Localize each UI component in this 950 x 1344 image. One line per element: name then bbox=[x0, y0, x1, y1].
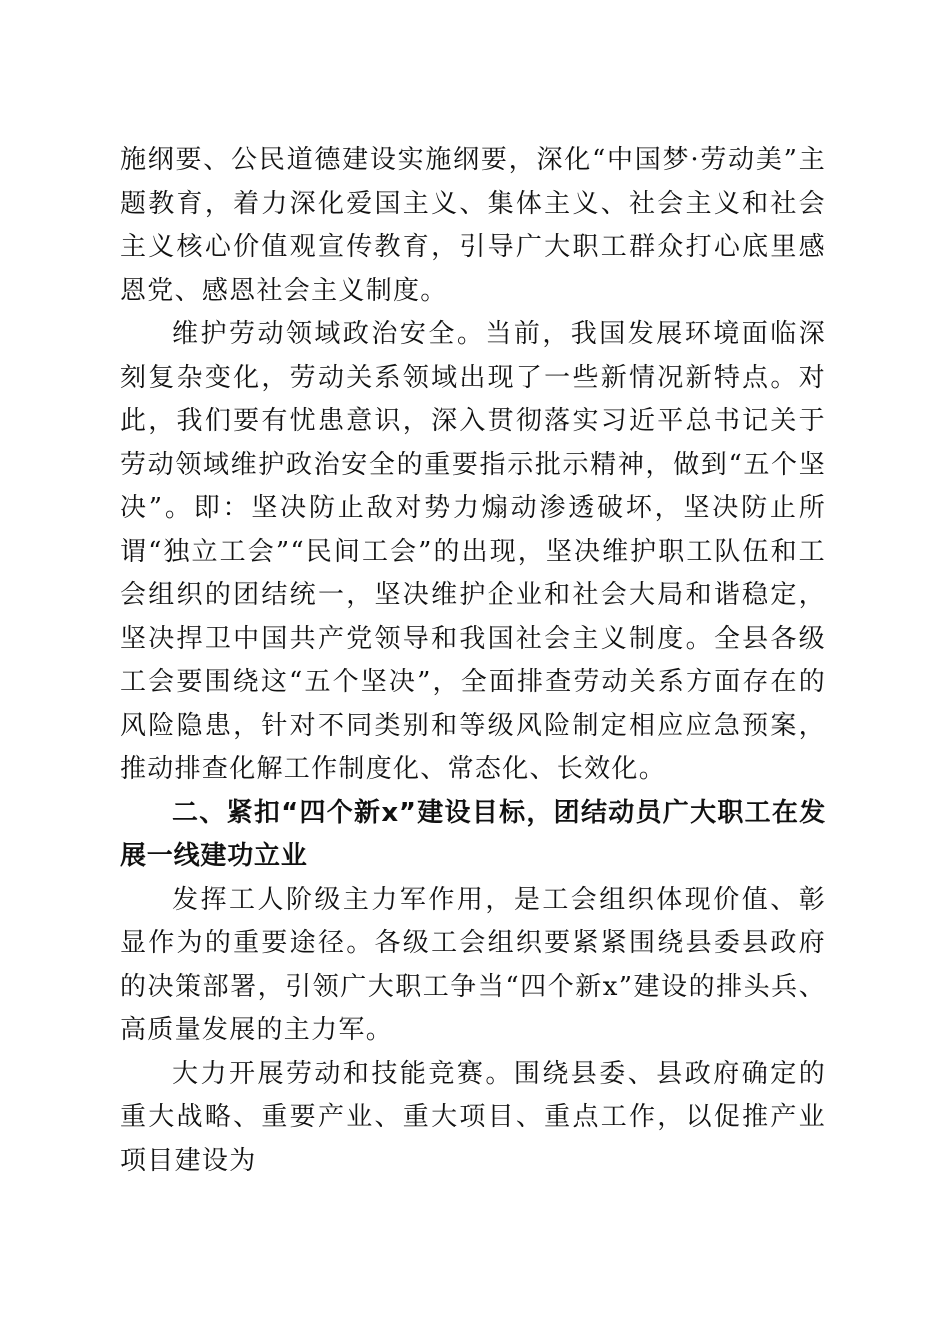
document-body bbox=[120, 139, 826, 1183]
section-heading: 二、紧扣“四个新x”建设目标，团结动员广大职工在发展一线建功立业 bbox=[120, 797, 826, 871]
paragraph-4: 大力开展劳动和技能竞赛。围绕县委、县政府确定的重大战略、重要产业、重大项目、重点工作，以促推产业项目建设为 bbox=[120, 1058, 826, 1176]
paragraph-1: 施纲要、公民道德建设实施纲要，深化“中国梦·劳动美”主题教育，着力深化爱国主义、集体主义、社会主义和社会主义核心价值观宣传教育，引导广大职工群众打心底里感恩党、感恩社会主义制度。 bbox=[120, 145, 826, 306]
paragraph-3: 发挥工人阶级主力军作用，是工会组织体现价值、彰显作为的重要途径。各级工会组织要紧紧围绕县委县政府的决策部署，引领广大职工争当“四个新x”建设的排头兵、高质量发展的主力军。 bbox=[120, 884, 826, 1045]
paragraph-2: 维护劳动领域政治安全。当前，我国发展环境面临深刻复杂变化，劳动关系领域出现了一些新情况新特点。对此，我们要有忧患意识，深入贯彻落实习近平总书记关于劳动领域维护政治安全的重要指示批示精神，做到“五个坚决”。即：坚决防止敌对势力煽动渗透破坏，坚决防止所谓“独立工会”“民间工会”的出现，坚决维护职工队伍和工会组织的团结统一，坚决维护企业和社会大局和谐稳定，坚决捍卫中国共产党领导和我国社会主义制度。全县各级工会要围绕这“五个坚决”，全面排查劳动关系方面存在的风险隐患，针对不同类别和等级风险制定相应应急预案，推动排查化解工作制度化、常态化、长效化。 bbox=[120, 319, 826, 784]
